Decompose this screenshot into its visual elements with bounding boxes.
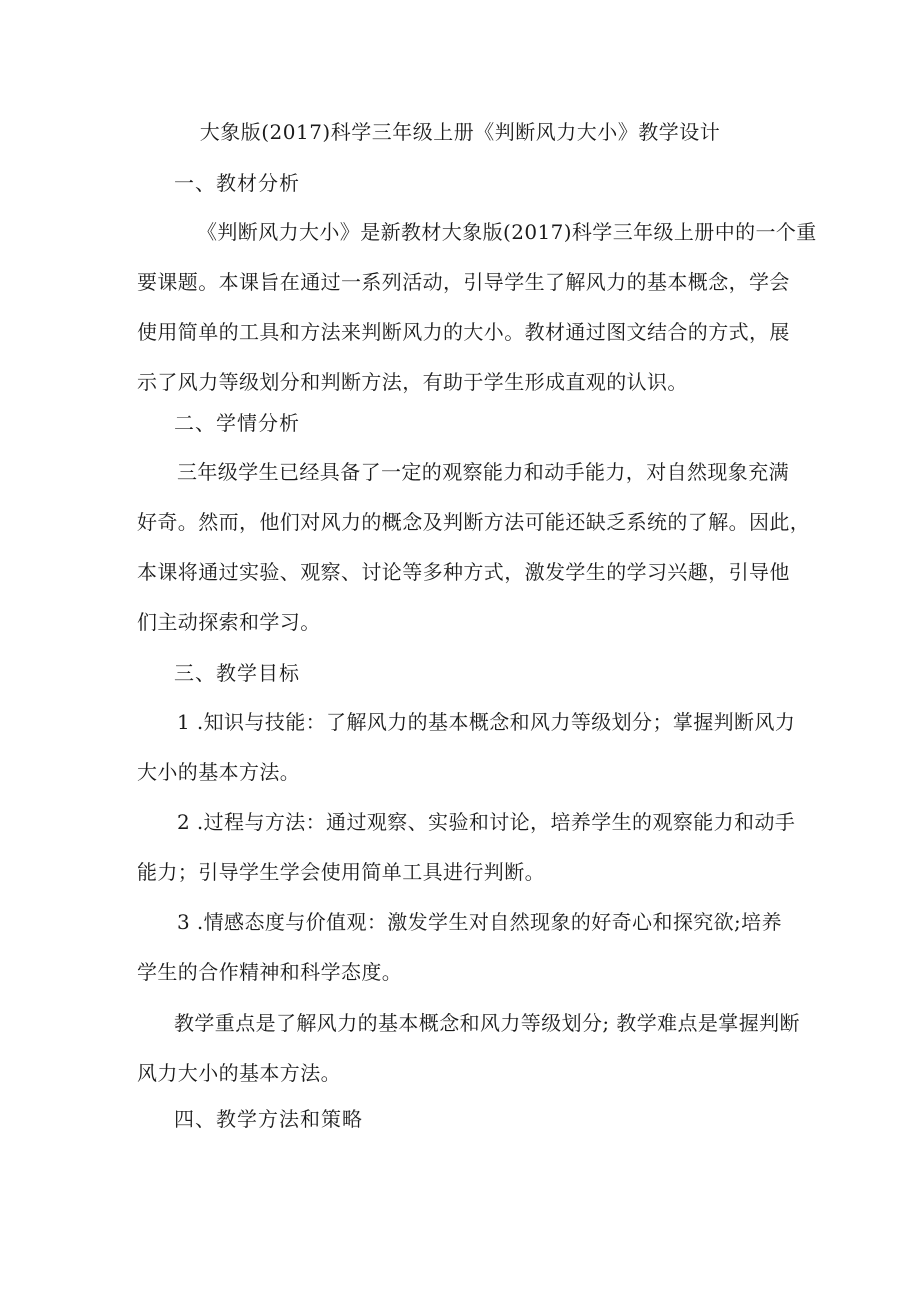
paragraph-line: 2 .过程与方法：通过观察、实验和讨论，培养学生的观察能力和动手 — [177, 810, 796, 834]
paragraph-line: 要课题。本课旨在通过一系列活动，引导学生了解风力的基本概念，学会 — [137, 270, 790, 294]
paragraph-line: 三年级学生已经具备了一定的观察能力和动手能力，对自然现象充满 — [177, 460, 789, 484]
goal-process-methods — [137, 797, 797, 897]
paragraph-line: 好奇。然而，他们对风力的概念及判断方法可能还缺乏系统的了解。因此， — [137, 510, 811, 534]
paragraph-line: 3 .情感态度与价值观：激发学生对自然现象的好奇心和探究欲;培养 — [177, 910, 782, 934]
paragraph-student-analysis — [137, 447, 811, 647]
section-heading-methods-strategies: 四、教学方法和策略 — [174, 1107, 363, 1131]
paragraph-textbook-analysis — [137, 207, 817, 407]
document-title: 大象版(2017)科学三年级上册《判断风力大小》教学设计 — [199, 120, 721, 144]
section-heading-textbook-analysis: 一、教材分析 — [174, 171, 300, 195]
goal-attitudes-values — [137, 897, 797, 997]
paragraph-line: 风力大小的基本方法。 — [137, 1061, 341, 1085]
section-heading-student-analysis: 二、学情分析 — [174, 411, 300, 435]
paragraph-line: 示了风力等级划分和判断方法，有助于学生形成直观的认识。 — [137, 370, 688, 394]
paragraph-line: 们主动探索和学习。 — [137, 610, 321, 634]
paragraph-line: 教学重点是了解风力的基本概念和风力等级划分; 教学难点是掌握判断 — [174, 1011, 800, 1035]
paragraph-line: 能力；引导学生学会使用简单工具进行判断。 — [137, 860, 545, 884]
paragraph-line: 1 .知识与技能：了解风力的基本概念和风力等级划分；掌握判断风力 — [177, 710, 796, 734]
paragraph-line: 大小的基本方法。 — [137, 760, 301, 784]
paragraph-line: 使用简单的工具和方法来判断风力的大小。教材通过图文结合的方式，展 — [137, 320, 790, 344]
section-heading-teaching-goals: 三、教学目标 — [174, 661, 300, 685]
goal-knowledge-skills — [137, 697, 797, 797]
paragraph-line: 学生的合作精神和科学态度。 — [137, 960, 403, 984]
paragraph-line: 《判断风力大小》是新教材大象版(2017)科学三年级上册中的一个重 — [197, 220, 817, 244]
paragraph-key-points — [137, 998, 800, 1098]
paragraph-line: 本课将通过实验、观察、讨论等多种方式，激发学生的学习兴趣，引导他 — [137, 560, 790, 584]
